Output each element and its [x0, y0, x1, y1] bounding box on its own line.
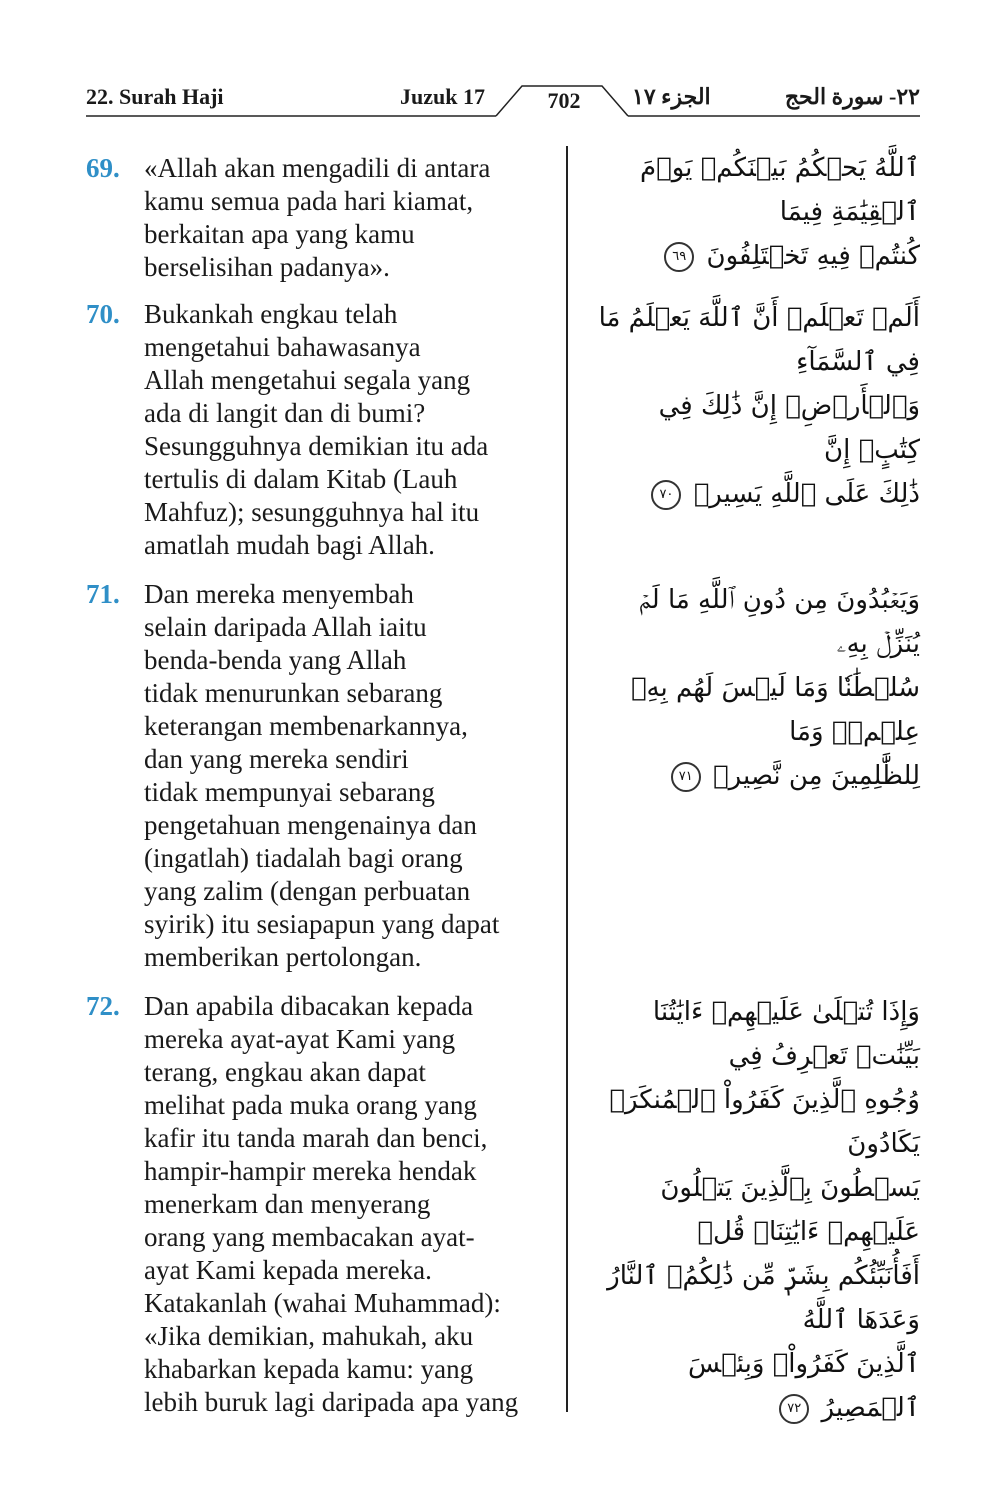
verse-number: 70. — [86, 299, 120, 329]
verse-arabic — [590, 146, 920, 278]
surah-latin-title: 22. Surah Haji — [86, 84, 224, 109]
arabic-text: ٱللَّهُ يَحۡكُمُ بَيۡنَكُمۡ يَوۡمَ ٱلۡقِيَٰمَةِ فِيمَا كُنتُمۡ فِيهِ تَخۡتَلِفُونَ — [640, 153, 920, 271]
translation-text: Dan mereka menyembah selain daripada Allah iaitu benda-benda yang Allah tidak menurunkan sebarang keterangan membenarkannya, dan yang mereka sendiri tidak mempunyai sebarang pengetahuan mengenainya dan (ingatlah) tiadalah bagi orang yang zalim (dengan perbuatan syirik) itu sesiapapun yang dapat memberikan pertolongan. — [144, 579, 500, 972]
verse-number: 72. — [86, 991, 120, 1021]
verse-arabic — [590, 296, 920, 516]
verse-translation — [86, 578, 556, 974]
page-header — [0, 0, 1000, 130]
verse-arabic — [590, 578, 920, 798]
verse-arabic — [590, 990, 920, 1430]
verse-translation — [86, 298, 556, 562]
juzuk-label: Juzuk 17 — [400, 84, 485, 109]
arabic-text: وَإِذَا تُتۡلَىٰ عَلَيۡهِمۡ ءَايَٰتُنَا بَيِّنَٰتٖ تَعۡرِفُ فِي وُجُوهِ ٱلَّذِينَ كَفَرُواْ ٱلۡمُنكَرَۖ يَكَادُونَ يَسۡطُونَ بِٱلَّذِينَ يَتۡلُونَ عَلَيۡهِمۡ ءَايَٰتِنَاۗ قُلۡ أَفَأُنَبِّئُكُم بِشَرّٖ مِّن ذَٰلِكُمُۚ ٱلنَّارُ وَعَدَهَا ٱللَّهُ ٱلَّذِينَ كَفَرُواْۖ وَبِئۡسَ ٱلۡمَصِيرُ — [607, 997, 920, 1423]
translation-text: Bukankah engkau telah mengetahui bahawasanya Allah mengetahui segala yang ada di langit dan di bumi? Sesungguhnya demikian itu ada tertulis di dalam Kitab (Lauh Mahfuz); sesungguhnya hal itu amatlah mudah bagi Allah. — [144, 299, 489, 560]
arabic-text: أَلَمۡ تَعۡلَمۡ أَنَّ ٱللَّهَ يَعۡلَمُ مَا فِي ٱلسَّمَآءِ وَٱلۡأَرۡضِۚ إِنَّ ذَٰلِكَ فِي كِتَٰبٍۚ إِنَّ ذَٰلِكَ عَلَى ٱللَّهِ يَسِيرٞ — [598, 303, 920, 509]
surah-arabic-title: ٢٢- سورة الحج — [784, 84, 920, 109]
ayah-end-marker: ٧٠ — [651, 480, 681, 510]
translation-text: «Allah akan mengadili di antara kamu semua pada hari kiamat, berkaitan apa yang kamu berselisihan padanya». — [144, 153, 491, 282]
page-number: 702 — [547, 88, 581, 113]
ayah-end-marker: ٧٢ — [779, 1394, 809, 1424]
ayah-end-marker: ٦٩ — [664, 242, 694, 272]
juz-arabic-label: الجزء ١٧ — [632, 84, 711, 109]
header-rule — [0, 0, 1000, 130]
verse-number: 69. — [86, 153, 120, 183]
verse-number: 71. — [86, 579, 120, 609]
column-divider — [566, 146, 568, 1412]
ayah-end-marker: ٧١ — [671, 762, 701, 792]
verse-translation — [86, 990, 556, 1419]
arabic-text: وَيَعۡبُدُونَ مِن دُونِ ٱللَّهِ مَا لَمۡ يُنَزِّلۡ بِهِۦ سُلۡطَٰنٗا وَمَا لَيۡسَ لَهُم بِهِۦ عِلۡمٞۗ وَمَا لِلظَّٰلِمِينَ مِن نَّصِيرٖ — [630, 585, 920, 791]
verse-translation — [86, 152, 556, 284]
translation-text: Dan apabila dibacakan kepada mereka ayat-ayat Kami yang terang, engkau akan dapat melihat pada muka orang yang kafir itu tanda marah dan benci, hampir-hampir mereka hendak menerkam dan menyerang orang yang membacakan ayat- ayat Kami kepada mereka. Katakanlah (wahai Muhammad): «Jika demikian, mahukah, aku khabarkan kepada kamu: yang lebih buruk lagi daripada apa yang — [144, 991, 519, 1417]
